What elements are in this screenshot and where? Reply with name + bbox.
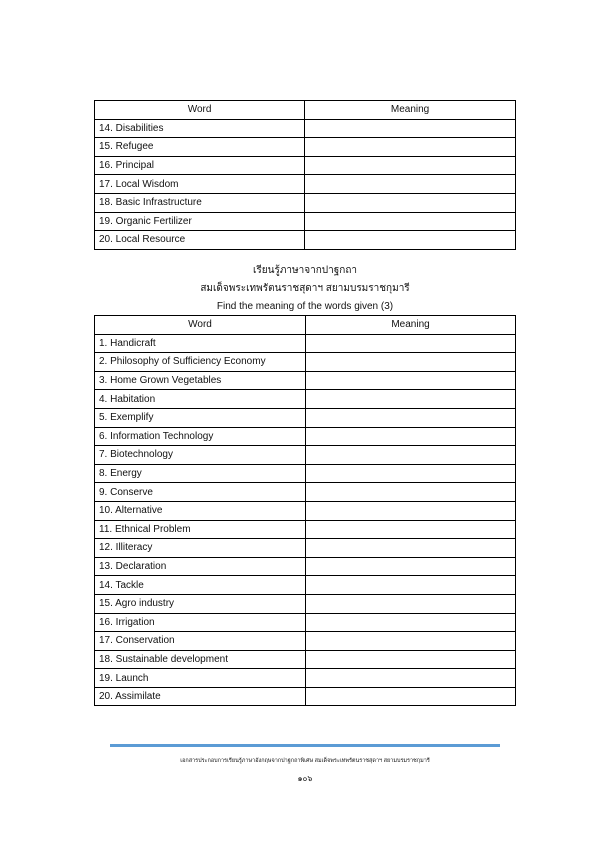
meaning-blank-cell[interactable] — [306, 613, 516, 632]
thai-heading-line-1: เรียนรู้ภาษาจากปาฐกถา — [252, 265, 357, 276]
meaning-blank-cell[interactable] — [306, 483, 516, 502]
meaning-blank-cell[interactable] — [306, 539, 516, 558]
table-row — [95, 119, 516, 138]
word-cell: 18. Sustainable development — [95, 650, 306, 669]
table-row — [95, 632, 516, 651]
table-row — [95, 446, 516, 465]
footer-divider — [110, 744, 500, 747]
section-headings — [94, 262, 516, 316]
table-row — [95, 427, 516, 446]
meaning-blank-cell[interactable] — [306, 687, 516, 706]
table-row — [95, 650, 516, 669]
meaning-blank-cell[interactable] — [305, 212, 516, 231]
word-cell: 7. Biotechnology — [95, 446, 306, 465]
table-row — [95, 539, 516, 558]
meaning-blank-cell[interactable] — [306, 390, 516, 409]
meaning-blank-cell[interactable] — [306, 446, 516, 465]
meaning-blank-cell[interactable] — [306, 353, 516, 372]
vocabulary-table-bottom — [94, 315, 516, 706]
word-cell: 16. Principal — [95, 156, 305, 175]
meaning-blank-cell[interactable] — [305, 138, 516, 157]
header-meaning: Meaning — [306, 316, 516, 335]
word-cell: 14. Tackle — [95, 576, 306, 595]
meaning-blank-cell[interactable] — [305, 193, 516, 212]
thai-heading-line-2: สมเด็จพระเทพรัตนราชสุดาฯ สยามบรมราชกุมารี — [200, 283, 410, 294]
table-row — [95, 687, 516, 706]
table-row — [95, 193, 516, 212]
table-row — [95, 156, 516, 175]
table-row — [95, 408, 516, 427]
word-cell: 20. Local Resource — [95, 231, 305, 250]
meaning-blank-cell[interactable] — [305, 175, 516, 194]
table-row — [95, 175, 516, 194]
table-row — [95, 669, 516, 688]
header-meaning: Meaning — [305, 101, 516, 120]
word-cell: 16. Irrigation — [95, 613, 306, 632]
table-row — [95, 231, 516, 250]
meaning-blank-cell[interactable] — [305, 119, 516, 138]
meaning-blank-cell[interactable] — [306, 427, 516, 446]
table-row — [95, 212, 516, 231]
meaning-blank-cell[interactable] — [306, 334, 516, 353]
word-cell: 11. Ethnical Problem — [95, 520, 306, 539]
page-number: ๑๐๖ — [297, 774, 313, 783]
table-row — [95, 371, 516, 390]
word-cell: 19. Launch — [95, 669, 306, 688]
word-cell: 5. Exemplify — [95, 408, 306, 427]
word-cell: 19. Organic Fertilizer — [95, 212, 305, 231]
word-cell: 17. Local Wisdom — [95, 175, 305, 194]
word-cell: 8. Energy — [95, 464, 306, 483]
word-cell: 15. Agro industry — [95, 594, 306, 613]
word-cell: 9. Conserve — [95, 483, 306, 502]
table-row — [95, 390, 516, 409]
word-cell: 2. Philosophy of Sufficiency Economy — [95, 353, 306, 372]
table-row — [95, 576, 516, 595]
meaning-blank-cell[interactable] — [306, 371, 516, 390]
word-cell: 14. Disabilities — [95, 119, 305, 138]
word-cell: 12. Illiteracy — [95, 539, 306, 558]
meaning-blank-cell[interactable] — [306, 669, 516, 688]
meaning-blank-cell[interactable] — [306, 464, 516, 483]
word-cell: 3. Home Grown Vegetables — [95, 371, 306, 390]
word-cell: 1. Handicraft — [95, 334, 306, 353]
exercise-title: Find the meaning of the words given (3) — [216, 301, 394, 312]
table-row — [95, 464, 516, 483]
table-row — [95, 594, 516, 613]
meaning-blank-cell[interactable] — [306, 501, 516, 520]
word-cell: 20. Assimilate — [95, 687, 306, 706]
table-header-row — [95, 316, 516, 335]
meaning-blank-cell[interactable] — [306, 650, 516, 669]
table-row — [95, 334, 516, 353]
word-cell: 18. Basic Infrastructure — [95, 193, 305, 212]
meaning-blank-cell[interactable] — [306, 520, 516, 539]
word-cell: 15. Refugee — [95, 138, 305, 157]
meaning-blank-cell[interactable] — [306, 576, 516, 595]
vocabulary-table-top — [94, 100, 516, 250]
table-row — [95, 613, 516, 632]
table-row — [95, 138, 516, 157]
meaning-blank-cell[interactable] — [305, 231, 516, 250]
footer-caption: เอกสารประกอบการเรียนรู้ภาษาอังกฤษจากปาฐกถาพิเศษ สมเด็จพระเทพรัตนราชสุดาฯ สยามบรมราชกุมารี — [180, 758, 430, 764]
header-word: Word — [95, 316, 306, 335]
word-cell: 13. Declaration — [95, 557, 306, 576]
table-row — [95, 501, 516, 520]
meaning-blank-cell[interactable] — [306, 557, 516, 576]
header-word: Word — [95, 101, 305, 120]
word-cell: 6. Information Technology — [95, 427, 306, 446]
table-row — [95, 520, 516, 539]
word-cell: 17. Conservation — [95, 632, 306, 651]
word-cell: 10. Alternative — [95, 501, 306, 520]
table-header-row — [95, 101, 516, 120]
table-row — [95, 483, 516, 502]
table-row — [95, 353, 516, 372]
table-row — [95, 557, 516, 576]
meaning-blank-cell[interactable] — [306, 594, 516, 613]
word-cell: 4. Habitation — [95, 390, 306, 409]
meaning-blank-cell[interactable] — [305, 156, 516, 175]
meaning-blank-cell[interactable] — [306, 632, 516, 651]
meaning-blank-cell[interactable] — [306, 408, 516, 427]
